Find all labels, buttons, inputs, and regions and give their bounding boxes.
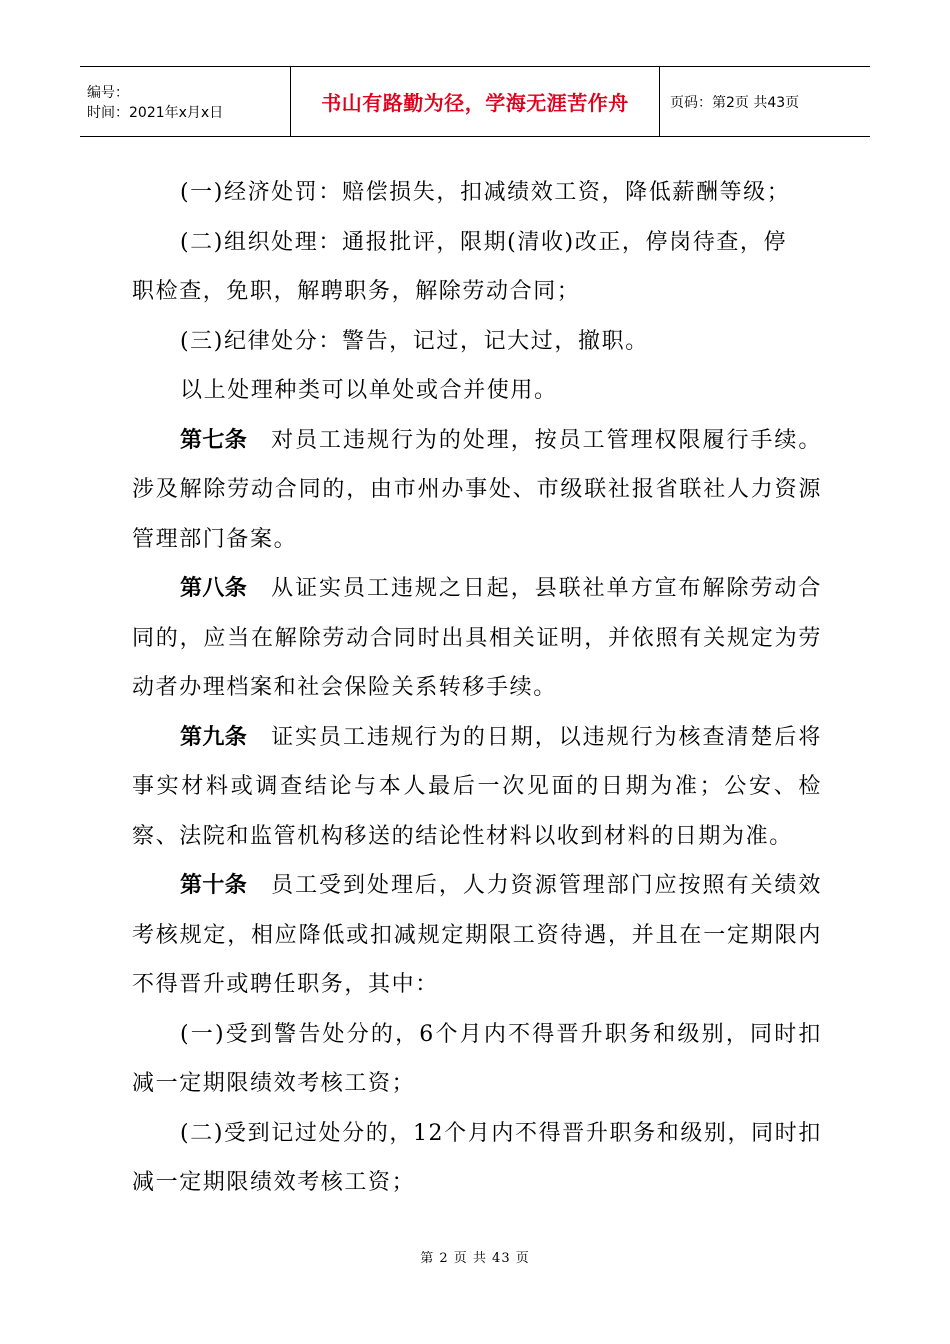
article-9 <box>132 713 822 862</box>
article-10-text: 员工受到处理后，人力资源管理部门应按照有关绩效考核规定，相应降低或扣减规定期限工资待遇，并且在一定期限内不得晋升或聘任职务，其中： <box>132 873 822 997</box>
page-footer: 第 2 页 共 43 页 <box>420 1251 530 1266</box>
header-motto-cell <box>291 67 660 136</box>
article-7-text: 对员工违规行为的处理，按员工管理权限履行手续。涉及解除劳动合同的，由市州办事处、市级联社报省联社人力资源管理部门备案。 <box>132 427 822 552</box>
article-10-title: 第十条 <box>180 873 248 898</box>
document-date: 时间：2021年x月x日 <box>87 104 224 121</box>
article-10 <box>132 861 822 1010</box>
article-8-title: 第八条 <box>180 576 248 601</box>
header-motto: 书山有路勤为径，学海无涯苦作舟 <box>321 91 629 115</box>
article-10-item-2: (二)受到记过处分的，12个月内不得晋升职务和级别，同时扣减一定期限绩效考核工资； <box>132 1120 822 1195</box>
article-8-text: 从证实员工违规之日起，县联社单方宣布解除劳动合同的，应当在解除劳动合同时出具相关证明，并依照有关规定为劳动者办理档案和社会保险关系转移手续。 <box>132 576 822 700</box>
document-header <box>80 66 870 137</box>
penalty-disciplinary: (三)纪律处分：警告，记过，记大过，撤职。 <box>180 328 649 354</box>
penalty-economic: (一)经济处罚：赔偿损失，扣减绩效工资，降低薪酬等级； <box>180 180 791 205</box>
penalty-organizational-continued: 职检查，免职，解聘职务，解除劳动合同； <box>132 279 581 304</box>
header-page-cell <box>660 67 870 136</box>
header-meta <box>80 67 291 136</box>
article-7 <box>132 416 822 565</box>
article-7-title: 第七条 <box>180 427 248 453</box>
document-number-label: 编号： <box>87 84 129 101</box>
document-body <box>132 168 822 1208</box>
article-10-item-1: (一)受到警告处分的，6个月内不得晋升职务和级别，同时扣减一定期限绩效考核工资； <box>132 1021 822 1096</box>
article-8 <box>132 564 822 713</box>
penalty-organizational: (二)组织处理：通报批评，限期(清收)改正，停岗待查，停 <box>180 229 788 255</box>
penalty-combination-note: 以上处理种类可以单处或合并使用。 <box>180 378 558 403</box>
article-9-text: 证实员工违规行为的日期，以违规行为核查清楚后将事实材料或调查结论与本人最后一次见面的日期为准；公安、检察、法院和监管机构移送的结论性材料以收到材料的日期为准。 <box>132 724 822 849</box>
article-9-title: 第九条 <box>180 724 248 750</box>
header-page-number: 页码：第2页 共43页 <box>670 94 800 111</box>
